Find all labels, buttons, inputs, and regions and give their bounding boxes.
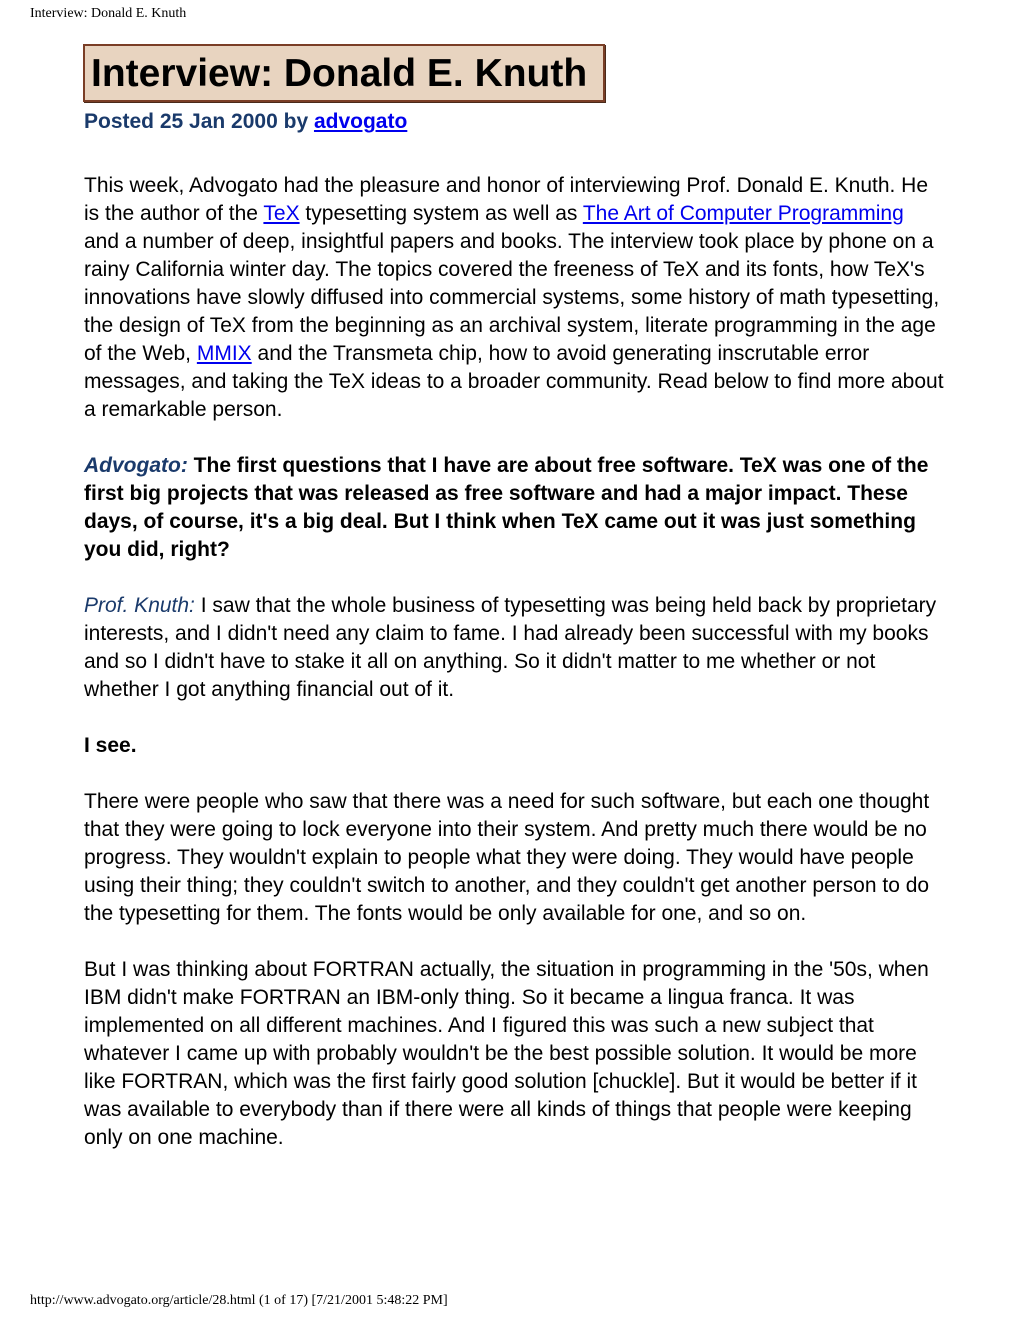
print-footer: http://www.advogato.org/article/28.html (1 of 17) [7/21/2001 5:48:22 PM] (30, 1293, 448, 1308)
question-2: I see. (84, 734, 137, 757)
author-link[interactable]: advogato (313, 110, 408, 133)
answer-1-text: I saw that the whole business of typesetting was being held back by proprietary interests, and I didn't need any claim to fame. I had already been successful with my books and so I didn't have to stake it all on anything. So it didn't matter to me whether or not whether I got anything financial out of it. (84, 594, 937, 701)
article-title: Interview: Donald E. Knuth (91, 52, 588, 95)
print-header-title: Interview: Donald E. Knuth (30, 6, 187, 21)
mmix-link[interactable]: MMIX (196, 342, 252, 365)
answer-2-paragraph-1: There were people who saw that there was a need for such software, but each one thought that they were going to lock everyone into their system. And pretty much there would be no progress. They wouldn't explain to people what they were doing. They would have people using their thing; they couldn't switch to another, and they couldn't get another person to do the typesetting for them. The fonts would be only available for one, and so on. (84, 790, 930, 925)
article-body (84, 172, 944, 1180)
intro-text-4: and the Transmeta chip, how to avoid generating inscrutable error messages, and taking the TeX ideas to a broader community. Read below to find more about a remarkable person. (84, 342, 944, 421)
intro-text-3: and a number of deep, insightful papers and books. The interview took place by phone on a rainy California winter day. The topics covered the freeness of TeX and its fonts, how TeX's innovations have slowly diffused into commercial systems, some history of math typesetting, the design of TeX from the beginning as an archival system, literate programming in the age of the Web, (84, 230, 940, 365)
interviewer-label: Advogato: (84, 454, 188, 477)
posted-prefix: Posted 25 Jan 2000 by (84, 110, 314, 133)
intro-paragraph (84, 172, 944, 424)
tex-link[interactable]: TeX (263, 202, 300, 225)
intro-text-2: typesetting system as well as (299, 202, 583, 225)
article-title-box (83, 44, 605, 102)
answer-1 (84, 592, 944, 704)
interviewee-label: Prof. Knuth: (84, 594, 195, 617)
answer-2-paragraph-2: But I was thinking about FORTRAN actually, the situation in programming in the '50s, when IBM didn't make FORTRAN an IBM-only thing. So it became a lingua franca. It was implemented on all different machines. And I figured this was such a new subject that whatever I came up with probably wouldn't be the best possible solution. It would be more like FORTRAN, which was the first fairly good solution [chuckle]. But it would be better if it was available to everybody than if there were all kinds of things that people were keeping only on one machine. (84, 958, 929, 1149)
posted-line (84, 110, 407, 134)
taocp-link[interactable]: The Art of Computer Programming (582, 202, 904, 225)
question-1 (84, 452, 944, 564)
intro-text-1: This week, Advogato had the pleasure and honor of interviewing Prof. Donald E. Knuth. He is the author of the (84, 174, 929, 225)
question-1-text: The first questions that I have are about free software. TeX was one of the first big projects that was released as free software and had a major impact. These days, of course, it's a big deal. But I think when TeX came out it was just something you did, right? (84, 454, 929, 561)
